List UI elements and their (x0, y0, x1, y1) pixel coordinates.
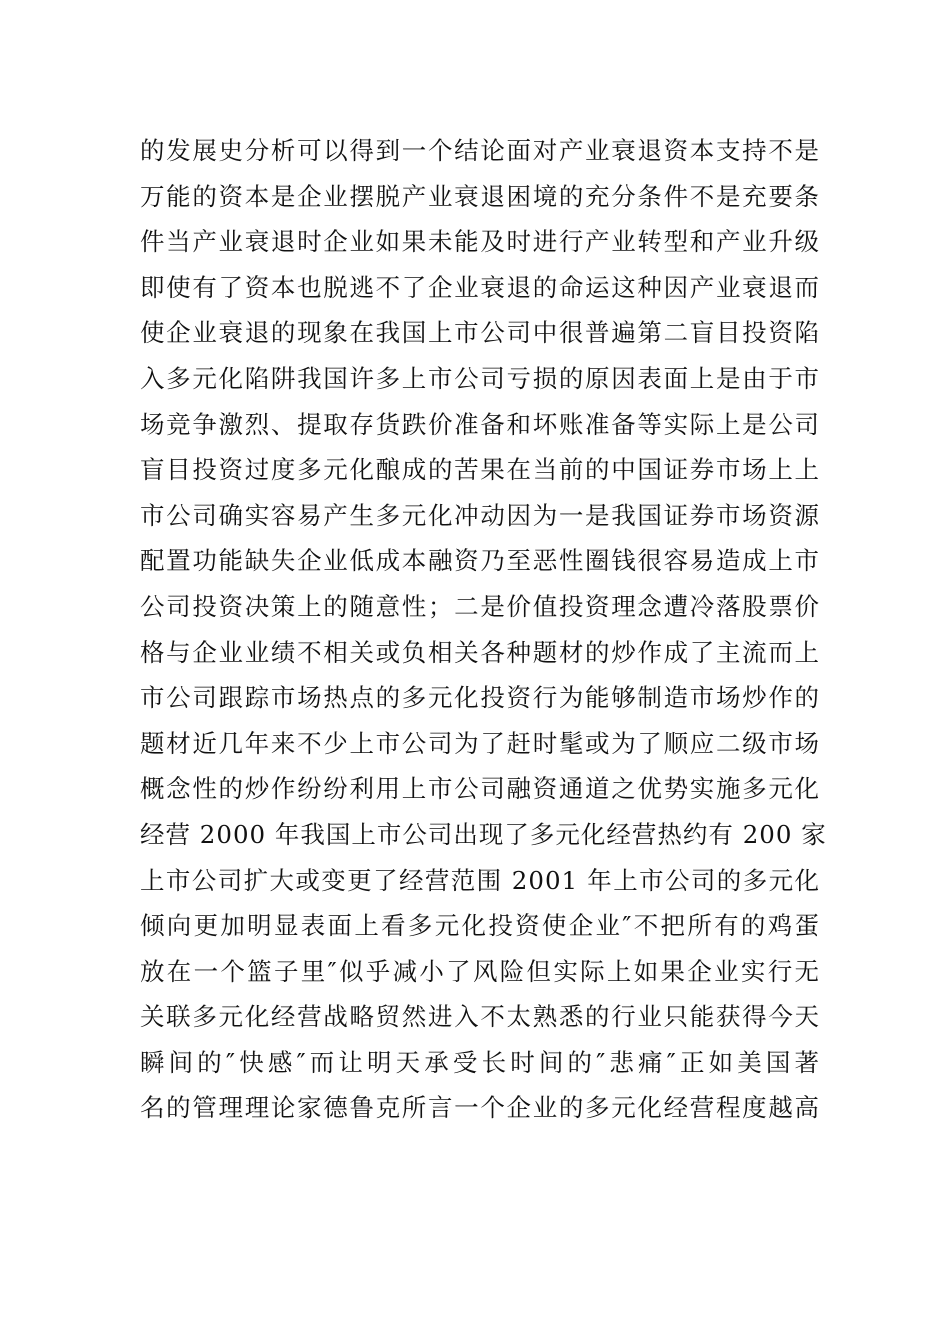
text-line: 瞬间的″快感″而让明天承受长时间的″悲痛″正如美国著 (140, 1047, 820, 1077)
text-line: 场竞争激烈、提取存货跌价准备和坏账准备等实际上是公司 (140, 409, 820, 439)
text-line: 入多元化陷阱我国许多上市公司亏损的原因表面上是由于市 (140, 363, 820, 393)
text-line: 市公司跟踪市场热点的多元化投资行为能够制造市场炒作的 (140, 683, 820, 713)
text-line: 格与企业业绩不相关或负相关各种题材的炒作成了主流而上 (140, 637, 820, 667)
text-line: 关联多元化经营战略贸然进入不太熟悉的行业只能获得今天 (140, 1002, 820, 1032)
text-line: 万能的资本是企业摆脱产业衰退困境的充分条件不是充要条 (140, 181, 820, 211)
text-line: 概念性的炒作纷纷利用上市公司融资通道之优势实施多元化 (140, 774, 820, 804)
text-line: 配置功能缺失企业低成本融资乃至恶性圈钱很容易造成上市 (140, 546, 820, 576)
text-line: 盲目投资过度多元化酿成的苦果在当前的中国证券市场上上 (140, 455, 820, 485)
text-line: 使企业衰退的现象在我国上市公司中很普遍第二盲目投资陷 (140, 318, 820, 348)
text-line: 的发展史分析可以得到一个结论面对产业衰退资本支持不是 (140, 136, 820, 165)
text-line: 倾向更加明显表面上看多元化投资使企业″不把所有的鸡蛋 (140, 911, 820, 941)
text-line: 市公司确实容易产生多元化冲动因为一是我国证券市场资源 (140, 500, 820, 530)
text-line: 即使有了资本也脱逃不了企业衰退的命运这种因产业衰退而 (140, 272, 820, 302)
text-line: 题材近几年来不少上市公司为了赶时髦或为了顺应二级市场 (140, 728, 820, 758)
text-line: 名的管理理论家德鲁克所言一个企业的多元化经营程度越高 (140, 1093, 820, 1123)
text-line: 放在一个篮子里″似乎减小了风险但实际上如果企业实行无 (140, 956, 820, 986)
body-paragraph (140, 128, 827, 1131)
text-line: 公司投资决策上的随意性；二是价值投资理念遭冷落股票价 (140, 591, 820, 621)
text-line: 件当产业衰退时企业如果未能及时进行产业转型和产业升级 (140, 227, 820, 257)
text-line: 上市公司扩大或变更了经营范围 2001 年上市公司的多元化 (140, 865, 820, 895)
text-line: 经营 2000 年我国上市公司出现了多元化经营热约有 200 家 (140, 819, 827, 849)
